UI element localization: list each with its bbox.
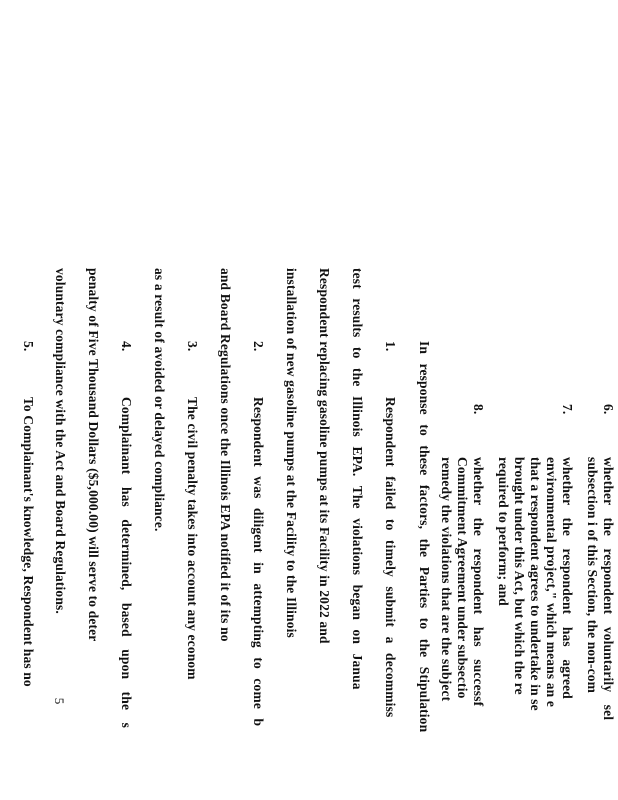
factor-6-line-2: subsection i of this Section, the non-com: [585, 457, 600, 694]
factor-8-number: 8.: [471, 404, 486, 415]
factor-7-line-3: that a respondent agrees to undertake in se: [528, 457, 543, 711]
factor-8-line-2: Commitment Agreement under subsectio: [455, 457, 470, 699]
item-3-line-1: The civil penalty takes into account any econom: [185, 397, 200, 680]
factor-7-line-4: brought under this Act, but which the re: [512, 457, 527, 695]
item-1-line-3: Respondent replacing gasoline pumps at its Facility in 2022 and: [317, 268, 332, 644]
page-number: 5: [52, 697, 67, 705]
factor-7-number: 7.: [560, 404, 575, 415]
factor-6-number: 6.: [601, 404, 616, 415]
item-2-line-1: Respondent was diligent in attempting to come b: [251, 397, 266, 727]
item-4-line-2: penalty of Five Thousand Dollars ($5,000.00) will serve to deter: [86, 268, 101, 642]
factor-7-line-5: required to perform; and: [496, 457, 511, 606]
item-5-line-1: To Complainant's knowledge, Respondent has no: [21, 397, 36, 687]
item-3-line-2: as a result of avoided or delayed compliance.: [152, 268, 167, 532]
factor-6-line-1: whether the respondent voluntarily sel: [601, 457, 616, 721]
item-5-number: 5.: [21, 341, 36, 352]
item-1-number: 1.: [383, 341, 398, 352]
factor-7-line-1: whether the respondent has agreed: [560, 457, 575, 699]
item-3-number: 3.: [185, 341, 200, 352]
item-1-line-2: test results to the Illinois EPA. The violations began on Janua: [350, 268, 365, 690]
item-2-number: 2.: [251, 341, 266, 352]
item-4-number: 4.: [119, 341, 134, 352]
factor-8-line-1: whether the respondent has successf: [471, 457, 486, 707]
item-4-line-3: voluntary compliance with the Act and Board Regulations.: [53, 268, 68, 614]
factor-8-line-3: remedy the violations that are the subject: [439, 457, 454, 702]
item-1-line-1: Respondent failed to timely submit a decommiss: [383, 397, 398, 718]
item-4-line-1: Complainant has determined, based upon the s: [119, 397, 134, 729]
intro-paragraph: In response to these factors, the Parties to the Stipulation: [417, 341, 432, 733]
item-1-line-4: installation of new gasoline pumps at the Facility to the Illinois: [284, 268, 299, 638]
item-2-line-2: and Board Regulations once the Illinois EPA notified it of its no: [218, 268, 233, 642]
factor-7-line-2: environmental project," which means an e: [544, 457, 559, 707]
